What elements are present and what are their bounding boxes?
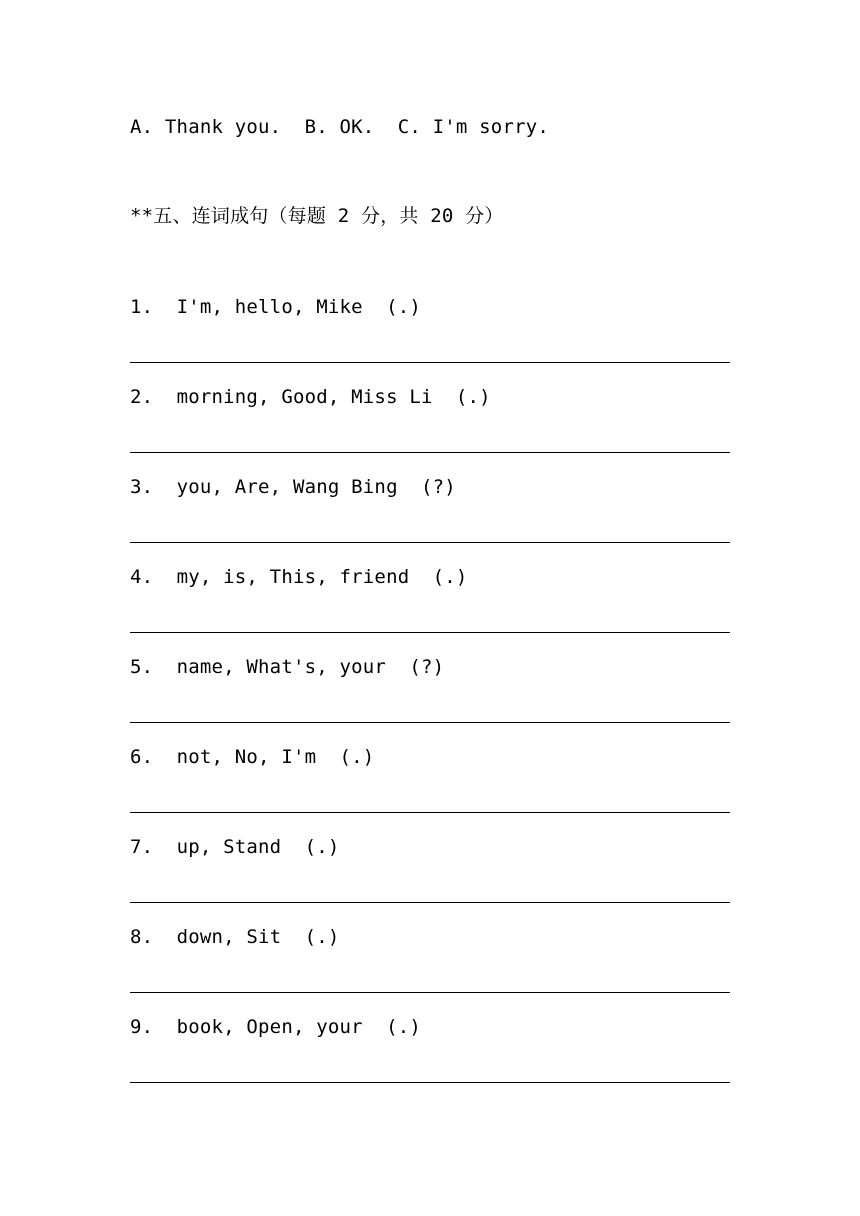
question-number: 6.	[130, 746, 154, 768]
question-number: 4.	[130, 566, 154, 588]
question-number: 2.	[130, 386, 154, 408]
section-title: **五、连词成句（每题 2 分，共 20 分）	[130, 205, 504, 227]
answer-line[interactable]	[130, 362, 730, 363]
question-number: 9.	[130, 1016, 154, 1038]
question-words: you, Are, Wang Bing	[176, 476, 398, 498]
question-words: my, is, This, friend	[176, 566, 410, 588]
question-punctuation: (.)	[386, 296, 421, 318]
question-punctuation: (.)	[339, 746, 375, 768]
answer-line[interactable]	[130, 902, 730, 903]
question-item	[130, 745, 374, 769]
question-punctuation: (.)	[386, 1016, 421, 1038]
question-words: name, What's, your	[176, 656, 387, 678]
question-item	[130, 385, 491, 409]
question-number: 7.	[130, 836, 154, 858]
question-number: 3.	[130, 476, 154, 498]
answer-options-line: A. Thank you. B. OK. C. I'm sorry.	[130, 116, 550, 138]
question-punctuation: (.)	[455, 386, 491, 408]
question-punctuation: (.)	[304, 926, 340, 948]
answer-line[interactable]	[130, 992, 730, 993]
question-item	[130, 1015, 421, 1039]
question-words: not, No, I'm	[176, 746, 317, 768]
question-item	[130, 655, 444, 679]
question-number: 5.	[130, 656, 154, 678]
question-number: 1.	[130, 296, 154, 318]
question-punctuation: (?)	[409, 656, 445, 678]
answer-line[interactable]	[130, 632, 730, 633]
question-words: I'm, hello, Mike	[176, 296, 363, 318]
question-words: morning, Good, Miss Li	[176, 386, 433, 408]
question-words: down, Sit	[176, 926, 282, 948]
question-words: up, Stand	[176, 836, 282, 858]
question-item	[130, 925, 340, 949]
answer-line[interactable]	[130, 542, 730, 543]
question-punctuation: (.)	[304, 836, 340, 858]
answer-line[interactable]	[130, 812, 730, 813]
answer-line[interactable]	[130, 722, 730, 723]
question-item	[130, 295, 421, 319]
question-words: book, Open, your	[176, 1016, 363, 1038]
answer-line[interactable]	[130, 1082, 730, 1083]
question-item	[130, 475, 456, 499]
question-item	[130, 835, 340, 859]
answer-line[interactable]	[130, 452, 730, 453]
question-punctuation: (?)	[420, 476, 456, 498]
question-item	[130, 565, 468, 589]
question-punctuation: (.)	[432, 566, 468, 588]
question-number: 8.	[130, 926, 154, 948]
